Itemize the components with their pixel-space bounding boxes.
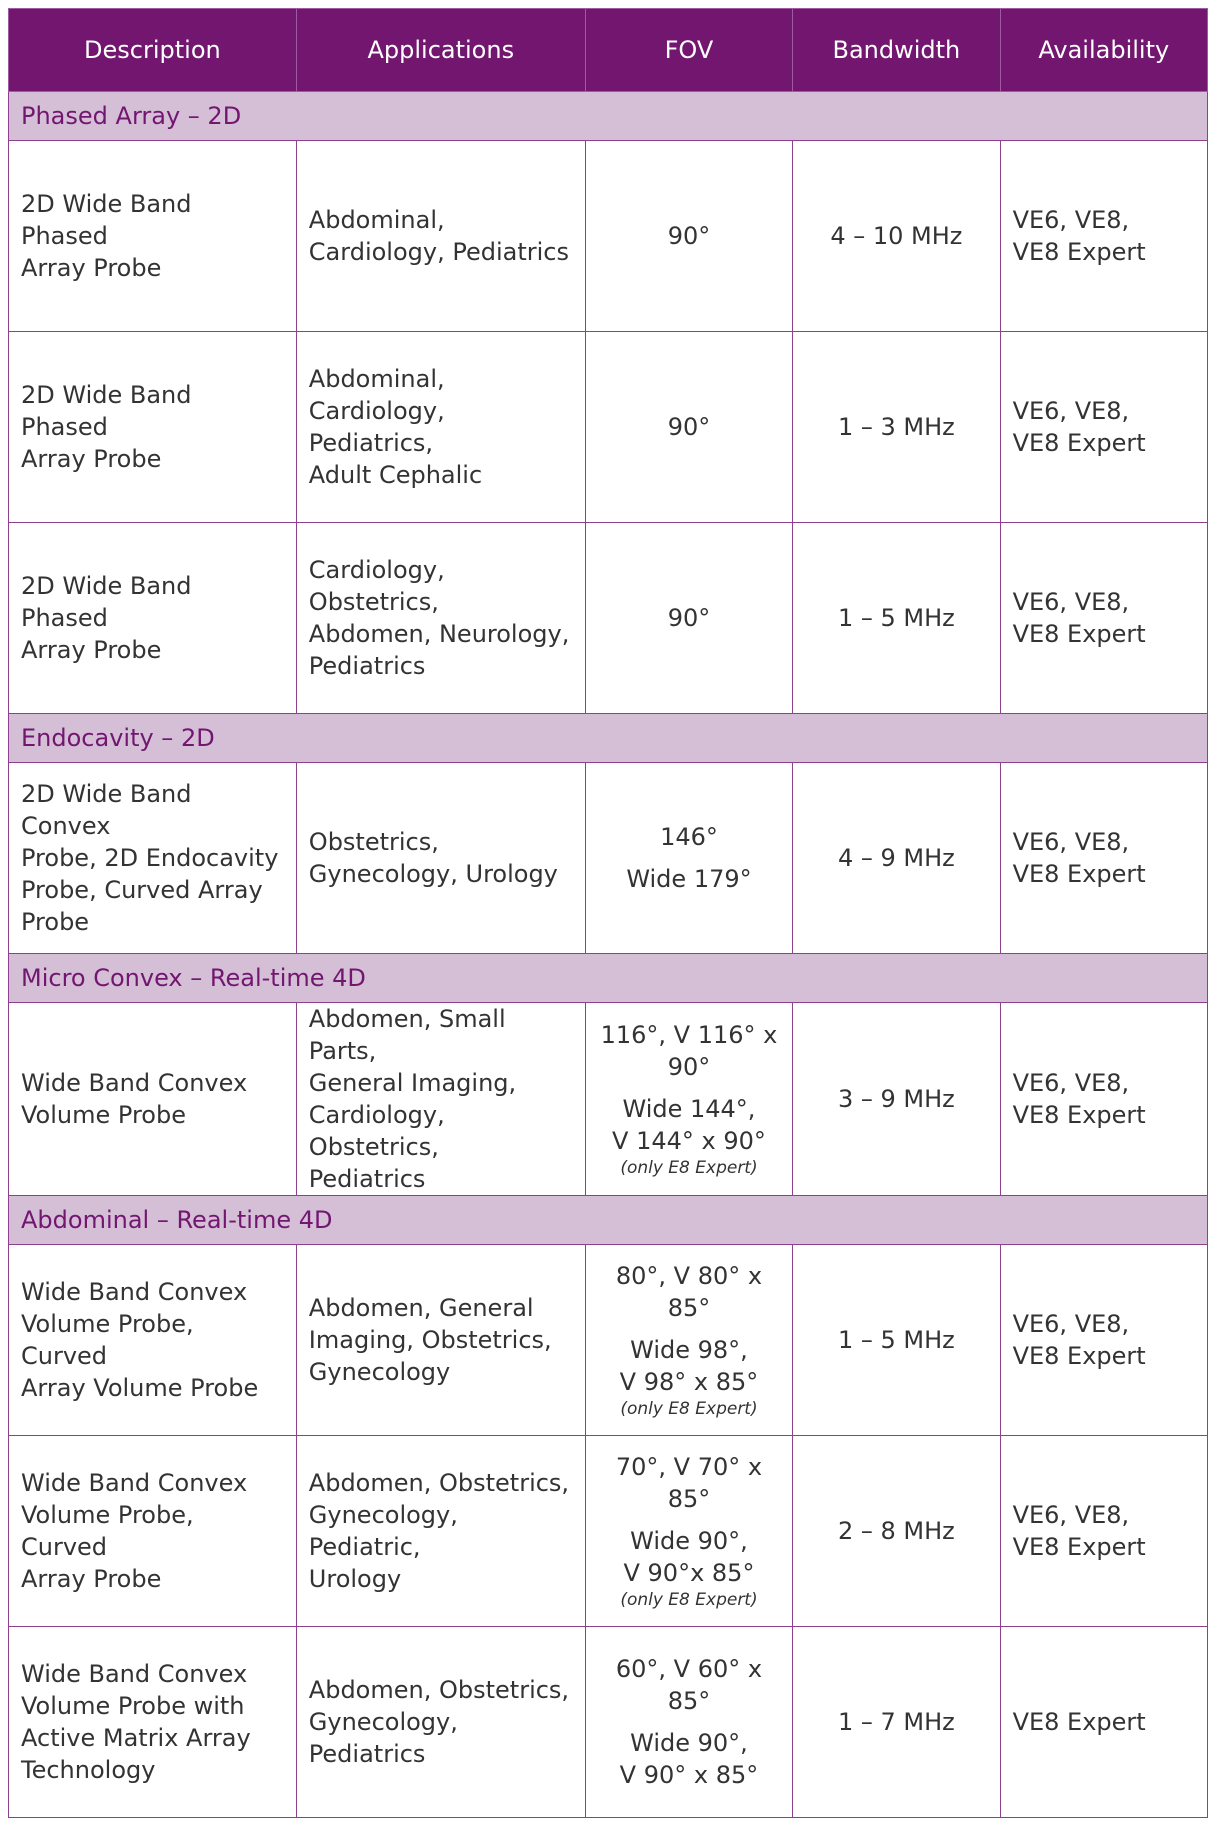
description-cell — [9, 763, 297, 954]
description-line: Array Volume Probe — [21, 1374, 259, 1402]
table-row — [9, 141, 1208, 332]
fov-wide-value: V 98° x 85° — [619, 1368, 759, 1396]
availability-line: VE6, VE8, — [1012, 206, 1130, 234]
description-cell — [9, 1245, 297, 1436]
fov-value: 90° — [667, 413, 711, 441]
availability-cell — [1000, 332, 1207, 523]
applications-line: Adult Cephalic — [308, 461, 483, 489]
fov-value: 90° — [667, 222, 711, 250]
applications-line: General Imaging, — [308, 1069, 517, 1097]
applications-line: Abdomen, Neurology, — [308, 620, 570, 648]
section-title: Phased Array – 2D — [9, 92, 1208, 141]
availability-line: VE6, VE8, — [1012, 588, 1130, 616]
availability-line: VE6, VE8, — [1012, 1501, 1130, 1529]
fov-cell — [585, 763, 792, 954]
fov-cell — [585, 523, 792, 714]
fov-wide-value: Wide 179° — [626, 865, 752, 893]
description-line: Probe, Curved Array — [21, 876, 263, 904]
col-header-applications: Applications — [296, 9, 585, 92]
description-line: 2D Wide Band Phased — [21, 572, 192, 632]
applications-line: Gynecology, Pediatric, — [308, 1501, 458, 1561]
section-row — [9, 714, 1208, 763]
availability-line: VE8 Expert — [1012, 1533, 1146, 1561]
description-line: 2D Wide Band Phased — [21, 190, 192, 250]
applications-cell — [296, 1003, 585, 1196]
availability-cell — [1000, 1245, 1207, 1436]
description-cell — [9, 1436, 297, 1627]
description-line: Volume Probe with — [21, 1692, 245, 1720]
availability-cell — [1000, 1627, 1207, 1818]
availability-line: VE8 Expert — [1012, 1101, 1146, 1129]
section-row — [9, 954, 1208, 1003]
description-line: Technology — [21, 1756, 156, 1784]
section-title: Endocavity – 2D — [9, 714, 1208, 763]
applications-line: Cardiology, Pediatrics, — [308, 397, 445, 457]
availability-cell — [1000, 141, 1207, 332]
fov-wide-value: V 90°x 85° — [623, 1559, 755, 1587]
description-line: Array Probe — [21, 254, 162, 282]
description-line: Probe, 2D Endocavity — [21, 844, 279, 872]
fov-wide-value: Wide 90°, — [630, 1729, 748, 1757]
fov-cell — [585, 1436, 792, 1627]
fov-note: (only E8 Expert) — [620, 1590, 758, 1610]
table-row — [9, 1627, 1208, 1818]
section-row — [9, 92, 1208, 141]
fov-gap — [598, 1324, 780, 1334]
description-line: Volume Probe, Curved — [21, 1310, 194, 1370]
applications-line: Gynecology — [308, 1358, 451, 1386]
fov-value: 116°, V 116° x 90° — [600, 1021, 778, 1081]
description-line: Active Matrix Array — [21, 1724, 251, 1752]
description-line: 2D Wide Band Convex — [21, 780, 192, 840]
applications-cell — [296, 332, 585, 523]
description-line: Array Probe — [21, 445, 162, 473]
table-body — [9, 92, 1208, 1818]
applications-line: Abdomen, Obstetrics, — [308, 1676, 570, 1704]
availability-line: VE8 Expert — [1012, 238, 1146, 266]
description-line: Volume Probe — [21, 1101, 186, 1129]
applications-cell — [296, 141, 585, 332]
applications-line: Cardiology, Obstetrics, — [308, 556, 445, 616]
fov-wide-value: Wide 144°, — [622, 1095, 756, 1123]
fov-cell — [585, 1003, 792, 1196]
availability-line: VE8 Expert — [1012, 429, 1146, 457]
section-row — [9, 1196, 1208, 1245]
applications-line: Abdomen, General — [308, 1294, 534, 1322]
fov-gap — [598, 1717, 780, 1727]
availability-line: VE6, VE8, — [1012, 1310, 1130, 1338]
availability-line: VE6, VE8, — [1012, 828, 1130, 856]
applications-line: Abdominal, — [308, 365, 445, 393]
applications-line: Abdominal, — [308, 206, 445, 234]
availability-cell — [1000, 1436, 1207, 1627]
description-cell — [9, 141, 297, 332]
applications-line: Urology — [308, 1565, 402, 1593]
availability-line: VE8 Expert — [1012, 860, 1146, 888]
description-cell — [9, 1003, 297, 1196]
applications-cell — [296, 1627, 585, 1818]
applications-line: Obstetrics, — [308, 828, 439, 856]
fov-cell — [585, 1245, 792, 1436]
fov-wide-value: V 90° x 85° — [619, 1761, 759, 1789]
applications-cell — [296, 1436, 585, 1627]
bandwidth-cell: 2 – 8 MHz — [793, 1436, 1000, 1627]
probe-spec-table — [8, 8, 1208, 1818]
description-line: Wide Band Convex — [21, 1469, 248, 1497]
table-row — [9, 1436, 1208, 1627]
bandwidth-cell: 3 – 9 MHz — [793, 1003, 1000, 1196]
description-line: Probe — [21, 908, 90, 936]
col-header-fov: FOV — [585, 9, 792, 92]
description-line: Array Probe — [21, 1565, 162, 1593]
applications-cell — [296, 763, 585, 954]
fov-wide-value: V 144° x 90° — [612, 1127, 766, 1155]
fov-cell — [585, 141, 792, 332]
applications-line: Imaging, Obstetrics, — [308, 1326, 552, 1354]
description-cell — [9, 332, 297, 523]
availability-cell — [1000, 763, 1207, 954]
table-row — [9, 1003, 1208, 1196]
bandwidth-cell: 1 – 7 MHz — [793, 1627, 1000, 1818]
availability-line: VE6, VE8, — [1012, 1069, 1130, 1097]
description-line: Wide Band Convex — [21, 1069, 248, 1097]
fov-cell — [585, 1627, 792, 1818]
applications-cell — [296, 523, 585, 714]
table-row — [9, 763, 1208, 954]
fov-value: 90° — [667, 604, 711, 632]
description-line: 2D Wide Band Phased — [21, 381, 192, 441]
header-row — [9, 9, 1208, 92]
col-header-availability: Availability — [1000, 9, 1207, 92]
table-row — [9, 1245, 1208, 1436]
applications-line: Gynecology, Urology — [308, 860, 558, 888]
description-line: Wide Band Convex — [21, 1278, 248, 1306]
availability-cell — [1000, 1003, 1207, 1196]
fov-value: 146° — [660, 823, 718, 851]
applications-line: Abdomen, Small Parts, — [308, 1005, 506, 1065]
applications-line: Pediatrics — [308, 652, 426, 680]
applications-line: Cardiology, Obstetrics, — [308, 1101, 445, 1161]
fov-wide-value: Wide 90°, — [630, 1527, 748, 1555]
applications-line: Pediatrics — [308, 1165, 426, 1193]
fov-value: 70°, V 70° x 85° — [615, 1453, 763, 1513]
applications-line: Gynecology, Pediatrics — [308, 1708, 458, 1768]
fov-gap — [598, 853, 780, 863]
fov-note: (only E8 Expert) — [620, 1158, 758, 1178]
description-line: Wide Band Convex — [21, 1660, 248, 1688]
bandwidth-cell: 1 – 5 MHz — [793, 1245, 1000, 1436]
fov-note: (only E8 Expert) — [620, 1399, 758, 1419]
section-title: Micro Convex – Real-time 4D — [9, 954, 1208, 1003]
bandwidth-cell: 4 – 9 MHz — [793, 763, 1000, 954]
col-header-description: Description — [9, 9, 297, 92]
availability-line: VE6, VE8, — [1012, 397, 1130, 425]
applications-line: Abdomen, Obstetrics, — [308, 1469, 570, 1497]
fov-value: 60°, V 60° x 85° — [615, 1655, 763, 1715]
table-row — [9, 332, 1208, 523]
bandwidth-cell: 4 – 10 MHz — [793, 141, 1000, 332]
description-line: Volume Probe, Curved — [21, 1501, 194, 1561]
bandwidth-cell: 1 – 3 MHz — [793, 332, 1000, 523]
description-cell — [9, 523, 297, 714]
fov-gap — [598, 1515, 780, 1525]
table-row — [9, 523, 1208, 714]
fov-cell — [585, 332, 792, 523]
bandwidth-cell: 1 – 5 MHz — [793, 523, 1000, 714]
fov-wide-value: Wide 98°, — [630, 1336, 748, 1364]
availability-cell — [1000, 523, 1207, 714]
fov-gap — [598, 1083, 780, 1093]
availability-line: VE8 Expert — [1012, 1342, 1146, 1370]
availability-line: VE8 Expert — [1012, 1708, 1146, 1736]
applications-cell — [296, 1245, 585, 1436]
availability-line: VE8 Expert — [1012, 620, 1146, 648]
applications-line: Cardiology, Pediatrics — [308, 238, 569, 266]
description-line: Array Probe — [21, 636, 162, 664]
col-header-bandwidth: Bandwidth — [793, 9, 1000, 92]
fov-value: 80°, V 80° x 85° — [615, 1262, 763, 1322]
description-cell — [9, 1627, 297, 1818]
section-title: Abdominal – Real-time 4D — [9, 1196, 1208, 1245]
